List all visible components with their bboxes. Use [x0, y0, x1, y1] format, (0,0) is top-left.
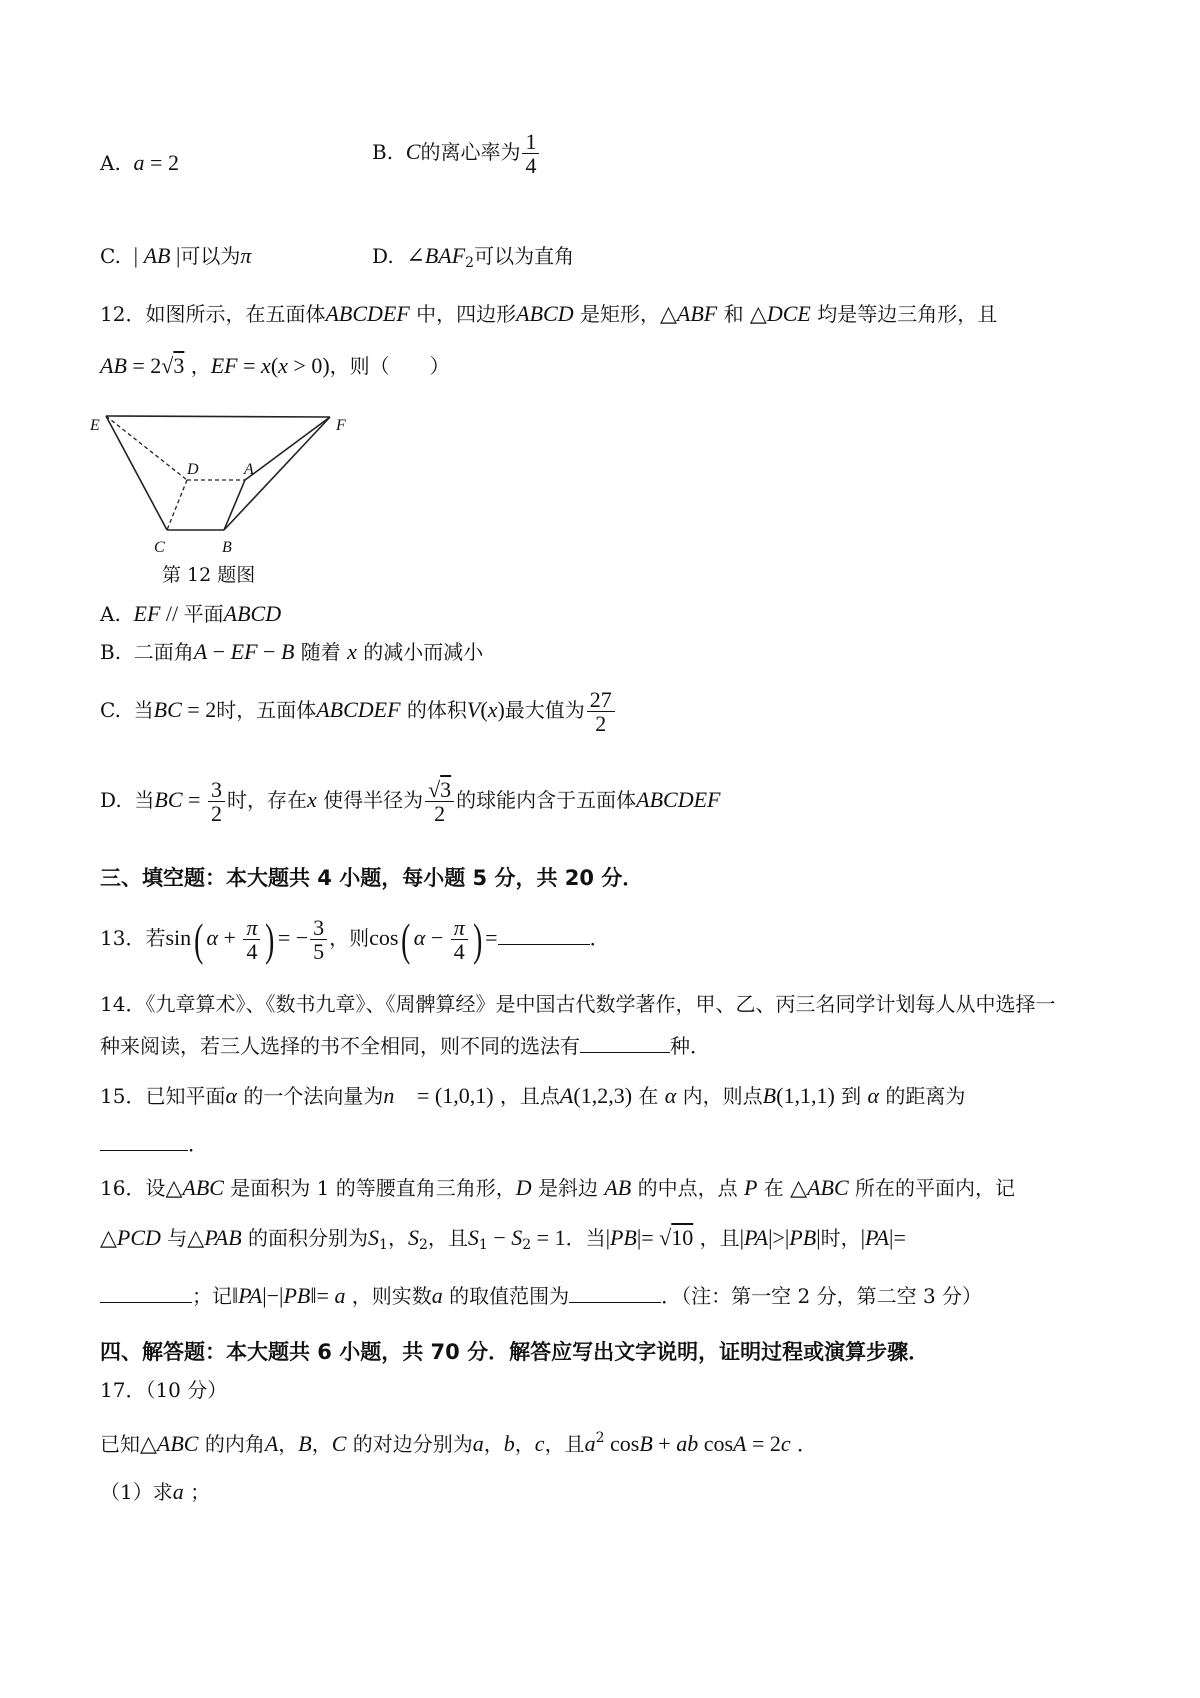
q16-line1: 16．设△ABC 是面积为 1 的等腰直角三角形，D 是斜边 AB 的中点，点 P 在 △ABC 所在的平面内，记: [100, 1175, 1015, 1200]
q16-line2: △PCD 与△PAB 的面积分别为$S_1$，$S_2$，且$S_1 - S_2 = 1$．当|PB|= √10 ，且|PA|>|PB|时，|PA|=: [100, 1225, 906, 1253]
q12-option-c: C. 当BC = 2时，五面体ABCDEF 的体积V(x)最大值为 $\frac{27}{2}$: [100, 688, 617, 735]
section3-heading: 三、填空题：本大题共 4 小题，每小题 5 分，共 20 分．: [100, 866, 644, 890]
q13-answer-blank: [498, 926, 590, 945]
q17-number: 17．（10 分）: [100, 1378, 228, 1402]
q16-answer-blank-1: [100, 1284, 192, 1303]
edge-ef: [106, 416, 330, 417]
q11-option-b: B. C的离心率为 $\frac{1}{4}$: [372, 130, 541, 177]
q16-answer-blank-2: [569, 1284, 661, 1303]
edge-af: [245, 417, 330, 480]
q14-line1: 14．《九章算术》、《数书九章》、《周髀算经》是中国古代数学著作，甲、乙、丙三名同学计划每人从中选择一: [100, 992, 1056, 1016]
q14-line2: 种来阅读，若三人选择的书不全相同，则不同的选法有 种．: [100, 1034, 710, 1058]
label-b: B: [222, 539, 232, 556]
label-f: F: [336, 417, 346, 434]
edge-ba: [224, 480, 245, 530]
label-a: A: [244, 461, 254, 478]
q12-stem-line1: 12．如图所示，在五面体ABCDEF 中，四边形ABCD 是矩形，△ABF 和 △DCE 均是等边三角形，且: [100, 301, 998, 326]
label-c: C: [154, 539, 165, 556]
q17-part1: （1）求a ；: [100, 1479, 211, 1504]
q15-answer-blank: [100, 1132, 188, 1151]
section4-heading: 四、解答题：本大题共 6 小题，共 70 分．解答应写出文字说明，证明过程或演算步骤．: [100, 1340, 930, 1364]
edge-ec: [106, 416, 167, 530]
q12-option-b: B. 二面角A − EF − B 随着 x 的减小而减小: [100, 639, 484, 664]
q17-stem: 已知△ABC 的内角A，B，C 的对边分别为a，b，c，且$a^2$ cosB + ab cosA = 2c ．: [100, 1430, 818, 1456]
q12-option-d: D. 当BC = $\frac{3}{2}$ 时，存在x 使得半径为 $\frac{√3}{2}$ 的球能内含于五面体ABCDEF: [100, 777, 721, 827]
q15-answer-line: ．: [100, 1128, 208, 1157]
q14-answer-blank: [580, 1034, 670, 1053]
label-e: E: [90, 417, 100, 434]
label-d: D: [187, 461, 199, 478]
q12-pentahedron-figure: [90, 412, 360, 557]
q11-option-c: C. | AB |可以为π: [100, 243, 252, 268]
q12-option-a: A. EF // 平面ABCD: [100, 601, 282, 626]
q12-figure-caption: 第 12 题图: [162, 564, 256, 586]
q13: 13．若sin( α + $\frac{\pi}{4}$ ) = − $\frac{3}{5}$ ，则cos( α − $\frac{\pi}{4}$ ) = ．: [100, 913, 610, 965]
edge-dc: [167, 480, 187, 530]
q15: 15．已知平面α 的一个法向量为n⃗ = (1,0,1) ，且点A(1,2,3) 在 α 内，则点B(1,1,1) 到 α 的距离为: [100, 1083, 966, 1108]
edge-ed: [106, 416, 187, 480]
q16-line3: ；记‖PA|−|PB‖= a ，则实数a 的取值范围为 ．（注：第一空 2 分，第二空 3 分）: [100, 1280, 982, 1309]
q11-option-a: A. a = 2: [100, 150, 179, 175]
q12-stem-line2: AB = 2√3 ，EF = x(x > 0)，则（ ）: [100, 353, 450, 378]
q11-option-d: D. $\angle BAF_2$可以为直角: [372, 243, 575, 271]
edge-fb: [224, 417, 330, 530]
